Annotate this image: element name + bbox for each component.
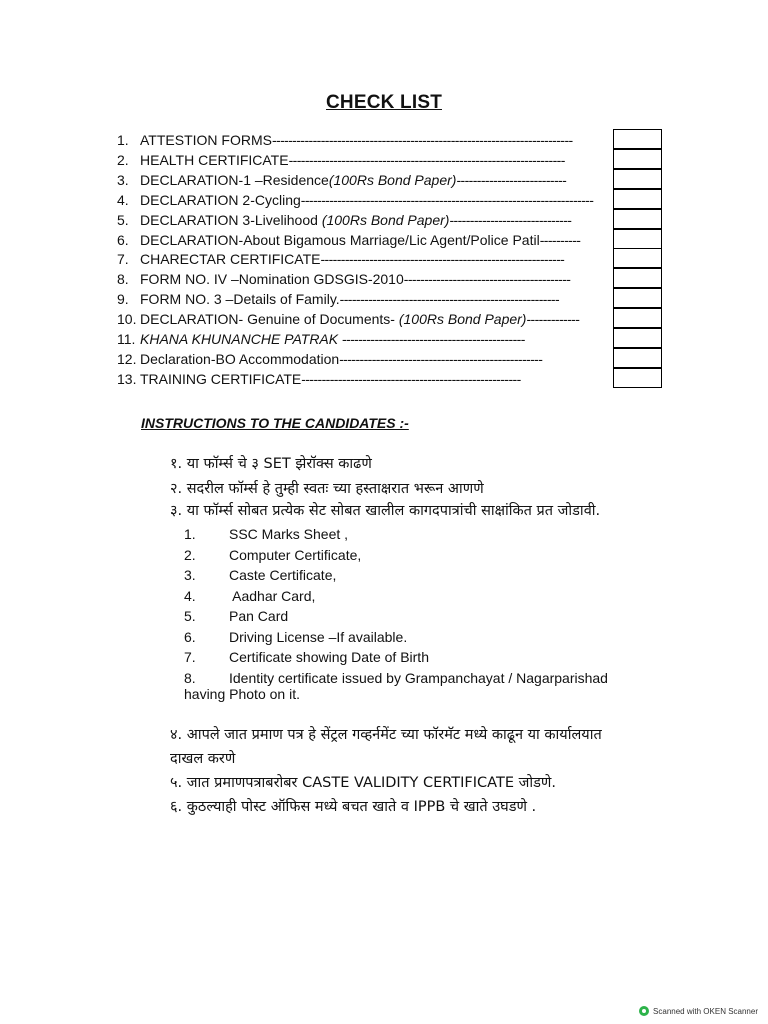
- watermark-text: Scanned with OKEN Scanner: [653, 1006, 758, 1016]
- checklist-item-text: DECLARATION- Genuine of Documents-: [140, 311, 399, 328]
- document-item-text: Certificate showing Date of Birth: [229, 649, 429, 665]
- checklist-item-text: CHARECTAR CERTIFICATE: [140, 251, 321, 268]
- checklist-item: [117, 349, 613, 369]
- document-item-text: Pan Card: [229, 608, 289, 624]
- checklist-item-number: 5.: [117, 211, 129, 228]
- checklist-item-leader: ------------------------------: [449, 211, 572, 228]
- checklist-item-leader: ------------------------------------------------------: [339, 291, 560, 308]
- scanner-watermark: [639, 1006, 758, 1016]
- checklist-item-text: DECLARATION-About Bigamous Marriage/Lic Agent/Police Patil: [140, 231, 540, 248]
- instruction-line-4-cont: दाखल करणे: [170, 751, 236, 767]
- checklist-item-number: 9.: [117, 291, 129, 308]
- checklist-checkbox[interactable]: [613, 129, 662, 149]
- instruction-line-1: १. या फॉर्म्स चे ३ SET झेरॉक्स काढणे: [170, 456, 372, 472]
- checklist-checkbox[interactable]: [613, 229, 662, 249]
- checklist-item-leader: ---------------------------------------------: [342, 331, 525, 347]
- checklist-item-text: DECLARATION 2-Cycling: [140, 191, 301, 208]
- instruction-line-5: ५. जात प्रमाणपत्राबरोबर CASTE VALIDITY CERTIFICATE जोडणे.: [170, 775, 556, 791]
- checklist-item-number: 3.: [117, 171, 129, 188]
- document-item: [184, 627, 407, 647]
- checklist-checkbox[interactable]: [613, 328, 662, 348]
- checklist-item-leader: ------------------------------------------------------: [301, 370, 521, 387]
- checklist-item-italic: (100Rs Bond Paper): [321, 211, 450, 228]
- document-item-number: 5.: [184, 608, 196, 624]
- checklist-item: [117, 190, 613, 210]
- checklist-item-number: 12.: [117, 350, 137, 367]
- checklist-item-number: 11.: [117, 331, 136, 347]
- document-item-number: 4.: [184, 587, 196, 604]
- checklist-item-italic: KHANA KHUNANCHE PATRAK: [140, 331, 342, 347]
- document-item-number: 6.: [184, 628, 196, 645]
- checklist-item-text: Declaration-BO Accommodation: [140, 350, 340, 367]
- checklist-checkbox[interactable]: [613, 268, 662, 288]
- checklist-item: [117, 210, 613, 230]
- page-title: CHECK LIST: [326, 92, 442, 113]
- checklist-item-text: HEALTH CERTIFICATE: [140, 151, 289, 168]
- checklist-item-leader: ------------------------------------------------------------: [320, 251, 565, 268]
- document-item-text: Identity certificate issued by Grampanchayat / Nagarparishad: [229, 669, 608, 686]
- instruction-line-4: ४. आपले जात प्रमाण पत्र हे सेंट्रल गव्हर्नमेंट च्या फॉरमॅट मध्ये काढून या कार्यालयात: [170, 727, 602, 743]
- document-item: [184, 545, 361, 565]
- checklist-checkbox[interactable]: [613, 248, 662, 268]
- document-item-text: Caste Certificate,: [229, 567, 337, 583]
- document-item-number: 3.: [184, 567, 196, 583]
- checklist-item: [117, 269, 613, 289]
- checklist-item-leader: --------------------------------------------------: [339, 350, 543, 367]
- checklist-item-number: 1.: [117, 132, 129, 148]
- document-item: [184, 586, 315, 606]
- checklist-item-leader: -----------------------------------------: [403, 271, 571, 288]
- document-item-number: 8.: [184, 669, 196, 686]
- instruction-line-3: ३. या फॉर्म्स सोबत प्रत्येक सेट सोबत खालील कागदपात्रांची साक्षांकित प्रत जोडावी.: [170, 503, 601, 519]
- checklist-item-number: 8.: [117, 271, 129, 288]
- checklist-item-number: 10.: [117, 311, 137, 328]
- scanner-logo-icon: [639, 1006, 649, 1016]
- checklist-checkbox[interactable]: [613, 189, 662, 209]
- document-item-text: Driving License –If available.: [229, 628, 408, 645]
- checklist-checkbox[interactable]: [613, 368, 662, 388]
- checklist-item-text: FORM NO. 3 –Details of Family.: [140, 291, 340, 308]
- document-item: [184, 524, 348, 544]
- document-item: [184, 606, 288, 626]
- checklist-item-number: 13.: [117, 370, 137, 387]
- checklist-item-text: TRAINING CERTIFICATE: [140, 370, 302, 387]
- instruction-line-2: २. सदरील फॉर्म्स हे तुम्ही स्वतः च्या हस्ताक्षरात भरून आणणे: [170, 481, 484, 497]
- checklist-item: [117, 130, 613, 150]
- document-item: [184, 565, 336, 585]
- checklist-item-number: 7.: [117, 251, 129, 268]
- checklist-item-number: 2.: [117, 151, 129, 168]
- document-item-text: SSC Marks Sheet ,: [229, 526, 349, 542]
- document-item-text: Computer Certificate,: [229, 546, 362, 563]
- document-item: [184, 647, 429, 667]
- document-item-text: Aadhar Card,: [229, 587, 316, 604]
- checklist-checkbox[interactable]: [613, 308, 662, 328]
- checklist-item: [117, 309, 613, 329]
- checklist-item: [117, 170, 613, 190]
- checklist-checkbox[interactable]: [613, 348, 662, 368]
- checklist-checkbox[interactable]: [613, 169, 662, 189]
- checklist-item-number: 4.: [117, 191, 129, 208]
- document-item-number: 2.: [184, 546, 196, 563]
- checklist-item-text: DECLARATION 3-Livelihood: [140, 211, 322, 228]
- checklist-item: [117, 249, 613, 269]
- checklist-item-italic: (100Rs Bond Paper): [328, 171, 457, 188]
- checklist-item: [117, 289, 613, 309]
- checklist-item-leader: ---------------------------: [456, 171, 567, 188]
- checklist-item-leader: --------------------------------------------------------------------------: [271, 132, 573, 148]
- checklist-item: [117, 150, 613, 170]
- checklist-item-leader: --------------------------------------------------------------------: [288, 151, 565, 168]
- checklist-item-leader: ------------------------------------------------------------------------: [300, 191, 594, 208]
- checklist-item-italic: (100Rs Bond Paper): [398, 311, 527, 328]
- checklist-checkbox[interactable]: [613, 209, 662, 229]
- instructions-heading: INSTRUCTIONS TO THE CANDIDATES :-: [141, 415, 409, 431]
- checklist-item: [117, 230, 613, 250]
- checklist-item-leader: ----------: [539, 231, 581, 248]
- documents-continuation: having Photo on it.: [184, 686, 300, 702]
- checklist-item-text: DECLARATION-1 –Residence: [140, 171, 329, 188]
- checklist-checkbox[interactable]: [613, 288, 662, 308]
- document-item-number: 7.: [184, 649, 196, 665]
- instruction-line-6: ६. कुठल्याही पोस्ट ऑफिस मध्ये बचत खाते व IPPB चे खाते उघडणे .: [170, 799, 537, 815]
- checklist-item-leader: -------------: [526, 311, 580, 328]
- checklist-item: [117, 369, 613, 389]
- checklist-checkbox[interactable]: [613, 149, 662, 169]
- checklist-item-text: FORM NO. IV –Nomination GDSGIS-2010: [140, 271, 404, 288]
- checklist-item-number: 6.: [117, 231, 129, 248]
- checklist-item: [117, 329, 613, 349]
- document-item-number: 1.: [184, 526, 196, 542]
- checklist-item-text: ATTESTION FORMS: [140, 132, 272, 148]
